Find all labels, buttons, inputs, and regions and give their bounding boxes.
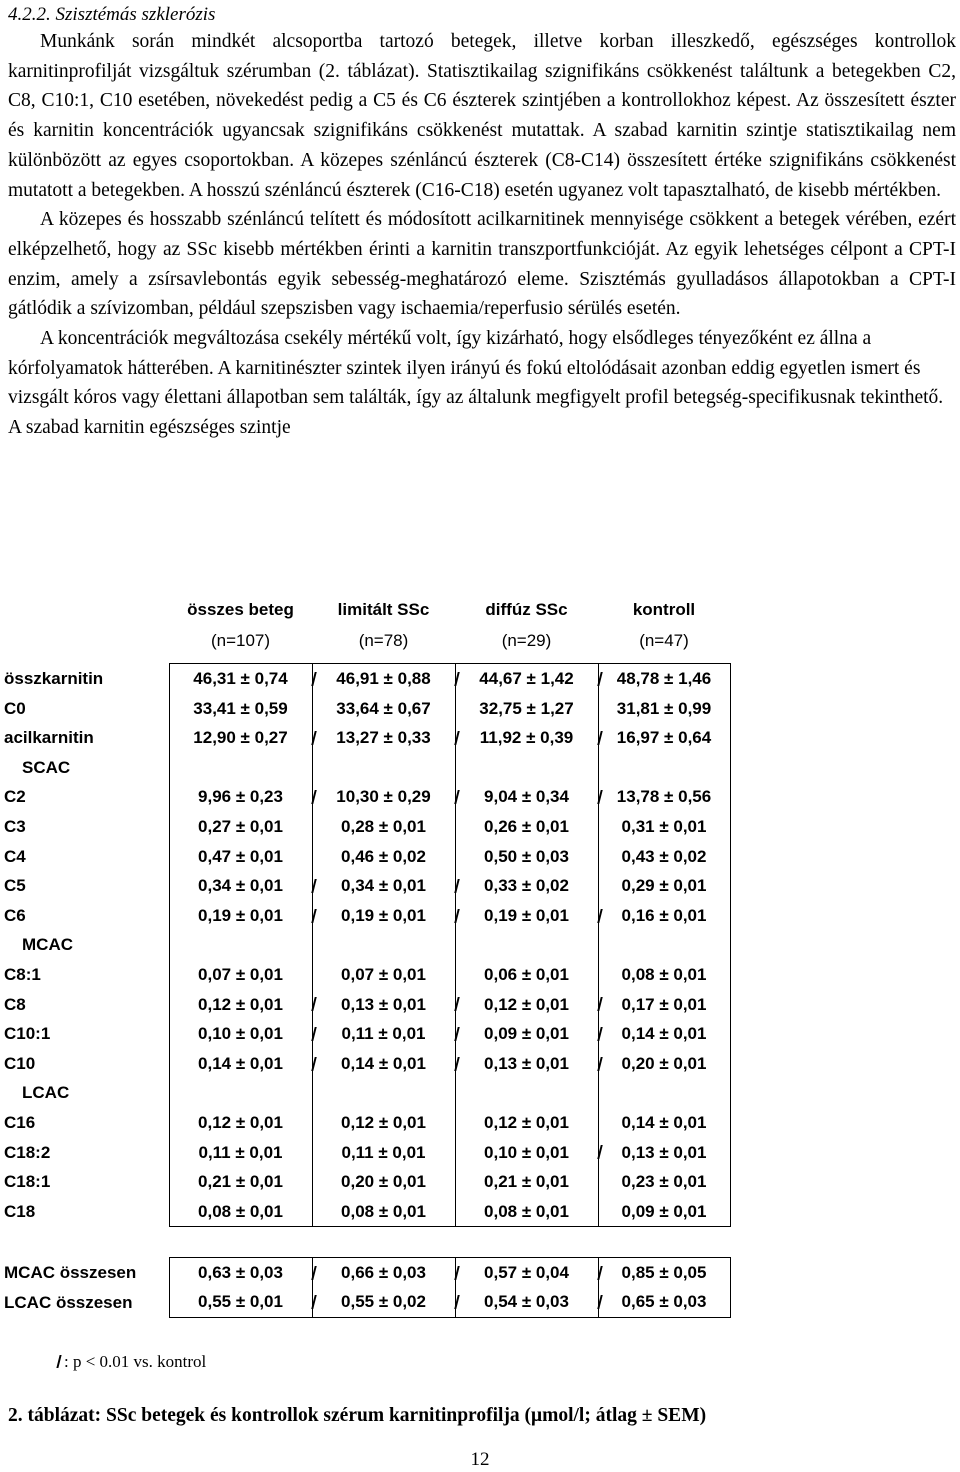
value-cell <box>598 812 730 842</box>
value-text: 0,23 ± 0,01 <box>621 1172 707 1192</box>
value-text: 0,08 ± 0,01 <box>621 964 707 984</box>
table-spacer-cell <box>4 1227 169 1258</box>
table-header-n-row <box>4 626 730 664</box>
value-text: 0,63 ± 0,03 <box>198 1262 283 1282</box>
value-text: 0,12 ± 0,01 <box>198 994 283 1014</box>
value-cell <box>312 812 455 842</box>
value-cell <box>598 723 730 753</box>
row-label: C6 <box>4 905 26 925</box>
value-text: 0,07 ± 0,01 <box>341 964 426 984</box>
group-label: SCAC <box>22 757 71 777</box>
value-cell <box>169 842 312 872</box>
table-row <box>4 1257 730 1287</box>
value-cell <box>312 1167 455 1197</box>
table-row <box>4 782 730 812</box>
value-cell <box>598 1287 730 1317</box>
value-cell <box>312 723 455 753</box>
value-cell <box>598 664 730 694</box>
column-header: kontroll <box>632 600 696 619</box>
table-row <box>4 1108 730 1138</box>
column-sample-size: (n=29) <box>501 631 552 650</box>
significance-mark-icon <box>56 1355 63 1368</box>
value-text: 0,19 ± 0,01 <box>198 905 283 925</box>
value-text: 13,78 ± 0,56 <box>616 787 712 807</box>
value-text: 32,75 ± 1,27 <box>479 698 574 718</box>
value-cell <box>598 1257 730 1287</box>
value-cell <box>455 990 598 1020</box>
value-text: 33,41 ± 0,59 <box>193 698 288 718</box>
value-text: 9,04 ± 0,34 <box>484 787 569 807</box>
row-label: LCAC összesen <box>4 1292 133 1312</box>
value-cell <box>169 871 312 901</box>
value-text: 0,10 ± 0,01 <box>198 1024 283 1044</box>
value-cell <box>169 1197 312 1227</box>
column-sample-size: (n=47) <box>639 631 689 650</box>
paragraph-3: A koncentrációk megváltozása csekély mértékű volt, így kizárható, hogy elsődleges tényezőként ez állna a kórfolyamatok hátterében. A karnitinészter szintek ilyen irányú és fokú eltolódásait azonban eddig egyetlen ismert és vizsgált kóros vagy élettani állapotban sem találták, így az általunk megfigyelt profil betegség-specifikusnak tekinthető. A szabad karnitin egészséges szintje <box>8 328 944 439</box>
value-cell <box>455 1019 598 1049</box>
row-label: C5 <box>4 876 26 896</box>
value-text: 46,91 ± 0,88 <box>336 669 431 688</box>
table-empty-cell <box>598 930 730 960</box>
value-text: 0,08 ± 0,01 <box>341 1201 426 1221</box>
table-corner-cell <box>4 594 169 626</box>
table-spacer-cell <box>169 1227 312 1258</box>
table-spacer-cell <box>312 1227 455 1258</box>
table-row <box>4 1138 730 1168</box>
value-text: 0,07 ± 0,01 <box>198 964 283 984</box>
value-cell <box>312 990 455 1020</box>
table-empty-cell <box>312 1078 455 1108</box>
value-cell <box>169 694 312 724</box>
paragraph-1: Munkánk során mindkét alcsoportba tartozó betegek, illetve korban illeszkedő, egészséges kontrollok karnitinprofilját vizsgáltuk szérumban (2. táblázat). Statisztikailag szignifikáns csökkenést találtunk a betegekben C2, C8, C10:1, C10 esetében, növekedést pedig a C5 és C6 észterek szintjében a kontrollokhoz képest. Az összesített észter és karnitin koncentrációk ugyancsak szignifikáns csökkenést mutattak. A szabad karnitin szintje statisztikailag nem különbözött az egyes csoportokban. A közepes szénláncú észterek (C8-C14) összesített értéke szignifikáns csökkenést mutatott a betegekben. A hosszú szénláncú észterek (C16-C18) esetén ugyanez volt tapasztalható, de kisebb mértékben. <box>8 31 956 201</box>
value-text: 0,28 ± 0,01 <box>341 816 426 836</box>
row-label: C3 <box>4 816 26 836</box>
value-cell <box>598 1108 730 1138</box>
table-row <box>4 990 730 1020</box>
value-text: 0,09 ± 0,01 <box>621 1201 707 1221</box>
table-header-row <box>4 594 730 626</box>
value-text: 0,17 ± 0,01 <box>621 994 707 1014</box>
value-cell <box>312 1287 455 1317</box>
value-cell <box>312 1257 455 1287</box>
value-cell <box>455 842 598 872</box>
value-text: 0,55 ± 0,02 <box>341 1292 426 1312</box>
value-cell <box>598 960 730 990</box>
table-empty-cell <box>312 753 455 783</box>
footnote-text: : p < 0.01 vs. kontrol <box>64 1352 207 1371</box>
value-cell <box>312 1049 455 1079</box>
table-row <box>4 694 730 724</box>
value-text: 0,11 ± 0,01 <box>198 1142 283 1162</box>
value-text: 0,19 ± 0,01 <box>341 905 426 925</box>
value-text: 12,90 ± 0,27 <box>193 728 288 748</box>
value-cell <box>312 694 455 724</box>
value-text: 0,57 ± 0,04 <box>484 1262 569 1282</box>
value-cell <box>169 723 312 753</box>
value-cell <box>598 1167 730 1197</box>
value-cell <box>169 901 312 931</box>
value-text: 0,12 ± 0,01 <box>484 1112 569 1132</box>
value-text: 0,10 ± 0,01 <box>484 1142 569 1162</box>
value-cell <box>312 871 455 901</box>
row-label: összkarnitin <box>4 668 104 688</box>
value-cell <box>169 990 312 1020</box>
value-cell <box>455 901 598 931</box>
value-cell <box>312 1197 455 1227</box>
value-text: 0,14 ± 0,01 <box>621 1112 707 1132</box>
value-text: 46,31 ± 0,74 <box>193 669 288 688</box>
value-cell <box>455 1049 598 1079</box>
column-sample-size: (n=78) <box>358 631 409 650</box>
value-text: 0,47 ± 0,01 <box>198 846 283 866</box>
table-empty-cell <box>169 930 312 960</box>
value-text: 0,54 ± 0,03 <box>484 1292 569 1312</box>
table-spacer-cell <box>455 1227 598 1258</box>
column-header: összes beteg <box>187 600 294 619</box>
value-cell <box>598 1049 730 1079</box>
column-sample-size: (n=107) <box>210 631 271 650</box>
value-cell <box>598 782 730 812</box>
value-cell <box>598 1197 730 1227</box>
value-text: 0,12 ± 0,01 <box>198 1112 283 1132</box>
value-cell <box>312 782 455 812</box>
table-empty-cell <box>169 1078 312 1108</box>
value-text: 0,34 ± 0,01 <box>341 876 426 896</box>
value-text: 0,14 ± 0,01 <box>341 1053 426 1073</box>
value-cell <box>455 694 598 724</box>
section-heading: 4.2.2. Szisztémás szklerózis <box>8 4 216 25</box>
value-cell <box>312 1138 455 1168</box>
value-cell <box>455 1138 598 1168</box>
value-cell <box>169 960 312 990</box>
value-text: 0,19 ± 0,01 <box>484 905 569 925</box>
value-cell <box>169 1167 312 1197</box>
value-text: 0,16 ± 0,01 <box>621 905 707 925</box>
table-group-row <box>4 753 730 783</box>
value-text: 16,97 ± 0,64 <box>616 728 712 748</box>
row-label: C18:1 <box>4 1172 51 1192</box>
group-label: LCAC <box>22 1083 70 1103</box>
value-cell <box>169 812 312 842</box>
column-header: limitált SSc <box>337 600 430 619</box>
row-label: C2 <box>4 787 26 807</box>
table-corner-cell <box>4 626 169 664</box>
value-text: 0,65 ± 0,03 <box>621 1292 707 1312</box>
table-row <box>4 842 730 872</box>
body-text <box>8 27 956 443</box>
value-cell <box>598 842 730 872</box>
group-label: MCAC <box>22 935 73 955</box>
value-cell <box>598 1138 730 1168</box>
value-text: 44,67 ± 1,42 <box>479 669 574 688</box>
value-cell <box>169 1049 312 1079</box>
value-cell <box>312 664 455 694</box>
table-row <box>4 1049 730 1079</box>
value-text: 0,33 ± 0,02 <box>484 876 569 896</box>
value-text: 0,55 ± 0,01 <box>198 1292 283 1312</box>
value-text: 0,21 ± 0,01 <box>198 1172 283 1192</box>
table-group-row <box>4 1078 730 1108</box>
value-cell <box>312 1019 455 1049</box>
table-spacer-cell <box>598 1227 730 1258</box>
row-label: C10:1 <box>4 1024 51 1044</box>
value-cell <box>312 901 455 931</box>
table-body <box>4 664 730 1318</box>
row-label: C16 <box>4 1112 36 1132</box>
value-cell <box>169 1138 312 1168</box>
value-text: 10,30 ± 0,29 <box>336 787 431 807</box>
value-text: 0,14 ± 0,01 <box>621 1024 707 1044</box>
value-cell <box>455 723 598 753</box>
table-group-row <box>4 930 730 960</box>
value-cell <box>598 901 730 931</box>
value-cell <box>598 871 730 901</box>
value-text: 0,50 ± 0,03 <box>484 846 569 866</box>
value-cell <box>455 960 598 990</box>
value-text: 48,78 ± 1,46 <box>616 669 712 688</box>
value-cell <box>169 1019 312 1049</box>
row-label: C8:1 <box>4 964 41 984</box>
row-label: C0 <box>4 698 26 718</box>
carnitine-profile-table <box>4 594 731 1318</box>
table-caption: 2. táblázat: SSc betegek és kontrollok szérum karnitinprofilja (μmol/l; átlag ± SEM) <box>8 1405 707 1426</box>
table-row <box>4 901 730 931</box>
table-row <box>4 960 730 990</box>
value-text: 11,92 ± 0,39 <box>479 728 574 748</box>
value-cell <box>312 960 455 990</box>
value-text: 0,11 ± 0,01 <box>341 1024 426 1044</box>
value-cell <box>455 812 598 842</box>
value-cell <box>455 871 598 901</box>
row-label: C8 <box>4 994 26 1014</box>
value-cell <box>455 1257 598 1287</box>
value-cell <box>598 1019 730 1049</box>
table-spacer-row <box>4 1227 730 1258</box>
table-row <box>4 1287 730 1317</box>
value-cell <box>169 664 312 694</box>
value-cell <box>455 1167 598 1197</box>
value-text: 13,27 ± 0,33 <box>336 728 431 748</box>
table-row <box>4 723 730 753</box>
value-text: 0,26 ± 0,01 <box>484 816 569 836</box>
page-number: 12 <box>470 1449 490 1470</box>
table-empty-cell <box>455 753 598 783</box>
table-row <box>4 664 730 694</box>
table-row <box>4 1167 730 1197</box>
value-text: 0,12 ± 0,01 <box>341 1112 426 1132</box>
value-text: 0,11 ± 0,01 <box>341 1142 426 1162</box>
table-empty-cell <box>169 753 312 783</box>
value-text: 0,21 ± 0,01 <box>484 1172 569 1192</box>
row-label: C18:2 <box>4 1142 51 1162</box>
value-text: 0,43 ± 0,02 <box>621 846 707 866</box>
value-cell <box>169 1108 312 1138</box>
table-row <box>4 1197 730 1227</box>
value-cell <box>455 782 598 812</box>
value-text: 0,08 ± 0,01 <box>198 1201 283 1221</box>
value-cell <box>455 1287 598 1317</box>
row-label: C10 <box>4 1053 36 1073</box>
table-empty-cell <box>598 753 730 783</box>
value-cell <box>169 1287 312 1317</box>
value-cell <box>312 1108 455 1138</box>
table-empty-cell <box>598 1078 730 1108</box>
value-cell <box>455 1108 598 1138</box>
value-text: 0,12 ± 0,01 <box>484 994 569 1014</box>
table-footnote <box>58 1350 206 1374</box>
value-text: 0,06 ± 0,01 <box>484 964 569 984</box>
value-text: 0,31 ± 0,01 <box>621 816 707 836</box>
value-text: 0,14 ± 0,01 <box>198 1053 283 1073</box>
table-empty-cell <box>455 930 598 960</box>
value-text: 0,27 ± 0,01 <box>198 816 283 836</box>
value-cell <box>312 842 455 872</box>
value-text: 0,20 ± 0,01 <box>621 1053 707 1073</box>
value-text: 9,96 ± 0,23 <box>198 787 283 807</box>
value-text: 0,34 ± 0,01 <box>198 876 283 896</box>
value-text: 33,64 ± 0,67 <box>336 698 431 718</box>
table-row <box>4 871 730 901</box>
row-label: C18 <box>4 1201 36 1221</box>
table-empty-cell <box>312 930 455 960</box>
value-text: 0,08 ± 0,01 <box>484 1201 569 1221</box>
value-cell <box>169 782 312 812</box>
value-cell <box>455 1197 598 1227</box>
table-row <box>4 1019 730 1049</box>
table-empty-cell <box>455 1078 598 1108</box>
column-header: diffúz SSc <box>485 600 568 619</box>
row-label: acilkarnitin <box>4 728 94 748</box>
value-cell <box>169 1257 312 1287</box>
paragraph-2: A közepes és hosszabb szénláncú telített és módosított acilkarnitinek mennyisége csökkent a betegek vérében, ezért elképzelhető, hogy az SSc kisebb mértékben érinti a karnitin transzportfunkcióját. Az egyik lehetséges célpont a CPT-I enzim, amely a zsírsavlebontás egyik sebesség-meghatározó eleme. Szisztémás gyulladásos állapotokban a CPT-I gátlódik a szívizomban, például szepszisben vagy ischaemia/reperfusio sérülés esetén. <box>8 209 956 320</box>
value-text: 0,46 ± 0,02 <box>341 846 426 866</box>
value-text: 0,13 ± 0,01 <box>341 994 426 1014</box>
value-text: 0,09 ± 0,01 <box>484 1024 569 1044</box>
table-row <box>4 812 730 842</box>
row-label: C4 <box>4 846 26 866</box>
value-text: 31,81 ± 0,99 <box>616 698 712 718</box>
value-text: 0,85 ± 0,05 <box>621 1262 707 1282</box>
value-text: 0,66 ± 0,03 <box>341 1262 426 1282</box>
value-text: 0,13 ± 0,01 <box>621 1142 707 1162</box>
value-text: 0,29 ± 0,01 <box>621 876 707 896</box>
value-cell <box>598 990 730 1020</box>
row-label: MCAC összesen <box>4 1262 137 1282</box>
value-text: 0,20 ± 0,01 <box>341 1172 426 1192</box>
value-cell <box>598 694 730 724</box>
value-text: 0,13 ± 0,01 <box>484 1053 569 1073</box>
value-cell <box>455 664 598 694</box>
